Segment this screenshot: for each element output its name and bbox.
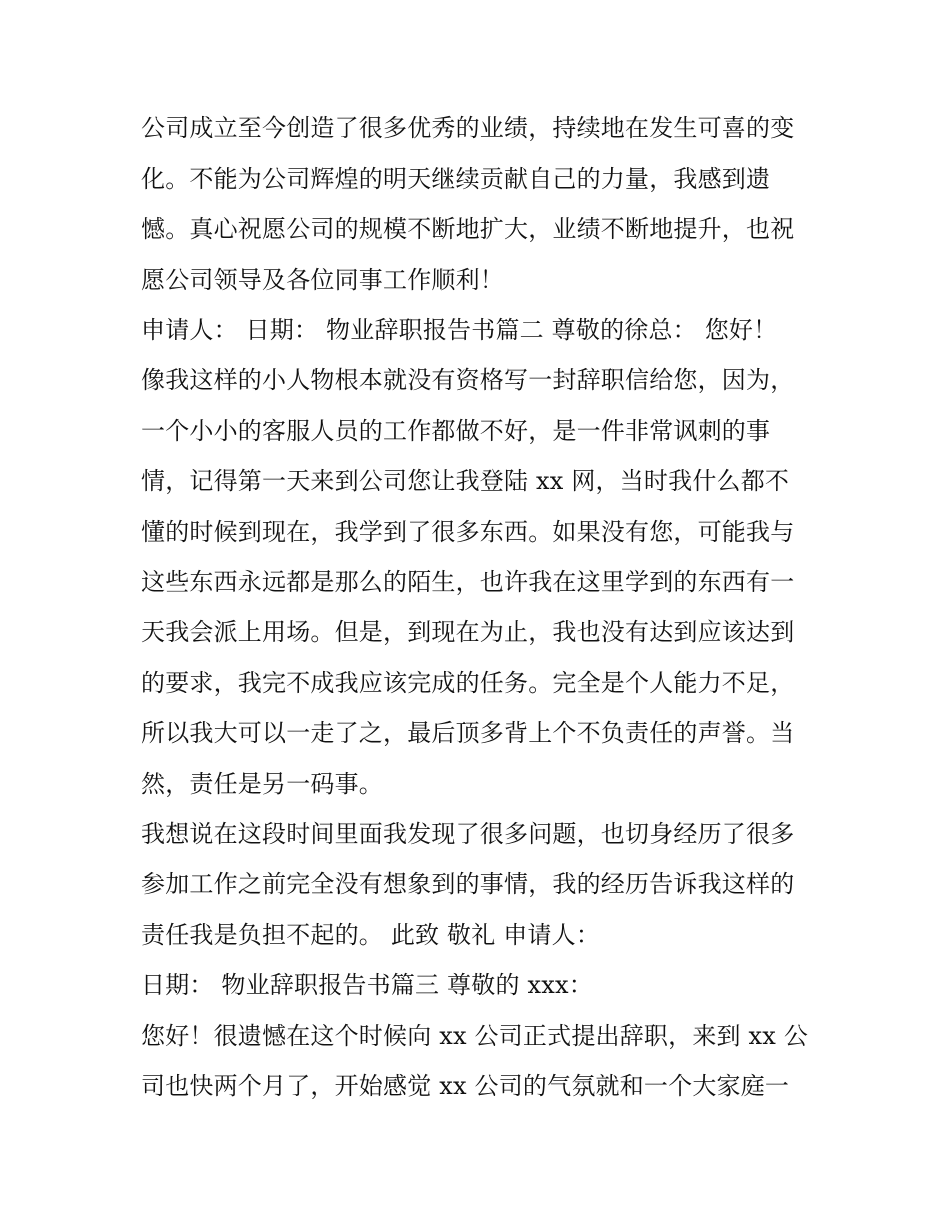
text-line: 申请人： 日期： 物业辞职报告书篇二 尊敬的徐总： 您好！ xyxy=(141,316,778,344)
text-line: 您好！很遗憾在这个时候向 xx 公司正式提出辞职，来到 xx 公 xyxy=(141,1022,809,1050)
text-line: 公司成立至今创造了很多优秀的业绩，持续地在发生可喜的变 xyxy=(141,114,795,142)
text-line: 情，记得第一天来到公司您让我登陆 xx 网，当时我什么都不 xyxy=(141,467,790,495)
text-line: 然，责任是另一码事。 xyxy=(141,770,383,798)
text-line: 一个小小的客服人员的工作都做不好，是一件非常讽刺的事 xyxy=(141,417,771,445)
text-line: 司也快两个月了，开始感觉 xx 公司的气氛就和一个大家庭一 xyxy=(141,1072,790,1100)
text-line: 像我这样的小人物根本就没有资格写一封辞职信给您，因为， xyxy=(141,366,795,394)
text-line: 的要求，我完不成我应该完成的任务。完全是个人能力不足， xyxy=(141,669,795,697)
text-line: 憾。真心祝愿公司的规模不断地扩大，业绩不断地提升，也祝 xyxy=(141,215,795,243)
text-line: 天我会派上用场。但是，到现在为止，我也没有达到应该达到 xyxy=(141,618,795,646)
text-line: 懂的时候到现在，我学到了很多东西。如果没有您，可能我与 xyxy=(141,518,795,546)
text-line: 日期： 物业辞职报告书篇三 尊敬的 xxx： xyxy=(141,971,593,999)
text-line: 我想说在这段时间里面我发现了很多问题，也切身经历了很多 xyxy=(141,820,795,848)
text-line: 责任我是负担不起的。 此致 敬礼 申请人： xyxy=(141,921,601,949)
text-line: 化。不能为公司辉煌的明天继续贡献自己的力量，我感到遗 xyxy=(141,165,771,193)
text-line: 这些东西永远都是那么的陌生，也许我在这里学到的东西有一 xyxy=(141,568,795,596)
text-line: 参加工作之前完全没有想象到的事情，我的经历告诉我这样的 xyxy=(141,870,795,898)
text-line: 愿公司领导及各位同事工作顺利！ xyxy=(141,266,504,294)
text-line: 所以我大可以一走了之，最后顶多背上个不负责任的声誉。当 xyxy=(141,719,795,747)
